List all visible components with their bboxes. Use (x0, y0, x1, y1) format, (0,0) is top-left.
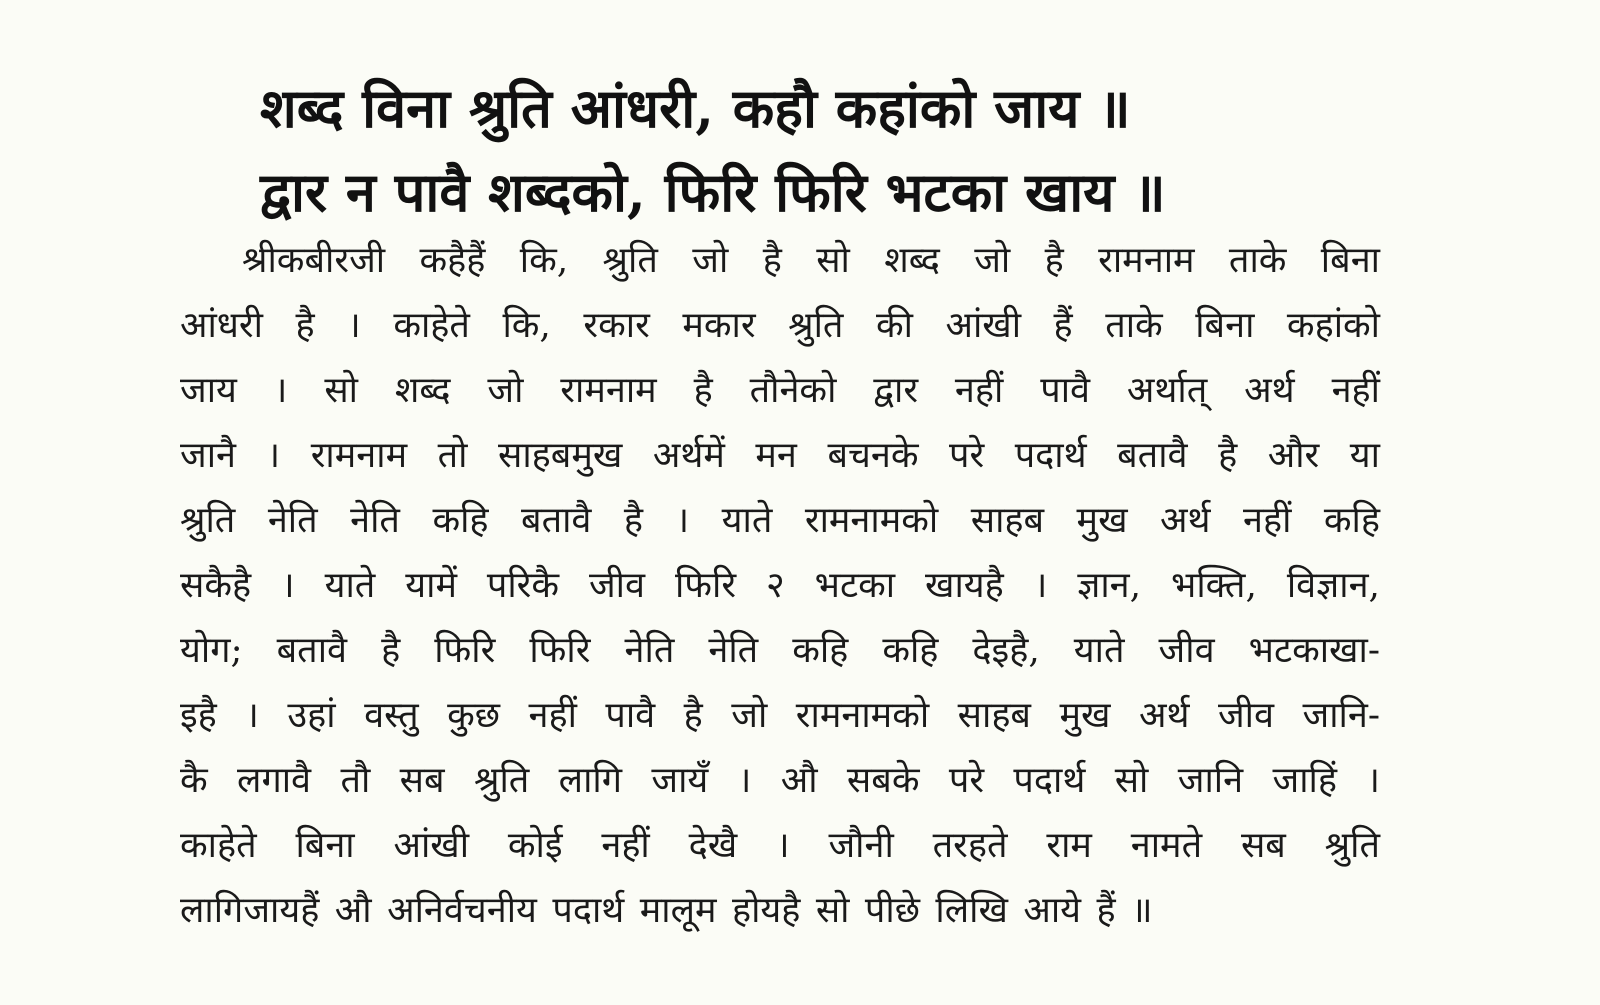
commentary-line: सकैहै । याते यामें परिकै जीव फिरि २ भटका खायहै । ज्ञान, भक्ति, विज्ञान, (180, 565, 1380, 606)
commentary-line: जानै । रामनाम तो साहबमुख अर्थमें मन बचनके परे पदार्थ बतावै है और या (180, 435, 1380, 476)
commentary-line: काहेते बिना आंखी कोई नहीं देखै । जौनी तरहते राम नामते सब श्रुति (180, 825, 1380, 866)
commentary-line: श्रीकबीरजी कहैहैं कि, श्रुति जो है सो शब्द जो है रामनाम ताके बिना (242, 240, 1380, 281)
couplet-verse (260, 64, 1320, 236)
commentary-line: लागिजायहैं औ अनिर्वचनीय पदार्थ मालूम होयहै सो पीछे लिखि आये हैं ॥ (180, 890, 1153, 931)
commentary-line: आंधरी है । काहेते कि, रकार मकार श्रुति की आंखी हैं ताके बिना कहांको (180, 305, 1380, 346)
commentary-line: योग; बतावै है फिरि फिरि नेति नेति कहि कहि देइहै, याते जीव भटकाखा- (180, 630, 1380, 671)
commentary-line: जाय । सो शब्द जो रामनाम है तौनेको द्वार नहीं पावै अर्थात् अर्थ नहीं (180, 370, 1380, 411)
couplet-line-1: शब्द विना श्रुति आंधरी, कहौ कहांको जाय ॥ (260, 76, 1131, 140)
commentary-paragraph (180, 228, 1380, 943)
commentary-line: इहै । उहां वस्तु कुछ नहीं पावै है जो रामनामको साहब मुख अर्थ जीव जानि- (180, 695, 1380, 736)
commentary-line: श्रुति नेति नेति कहि बतावै है । याते रामनामको साहब मुख अर्थ नहीं कहि (180, 500, 1380, 541)
couplet-line-2: द्वार न पावै शब्दको, फिरि फिरि भटका खाय ॥ (260, 160, 1166, 224)
commentary-line: कै लगावै तौ सब श्रुति लागि जायँ । औ सबके परे पदार्थ सो जानि जाहिं । (180, 760, 1380, 801)
